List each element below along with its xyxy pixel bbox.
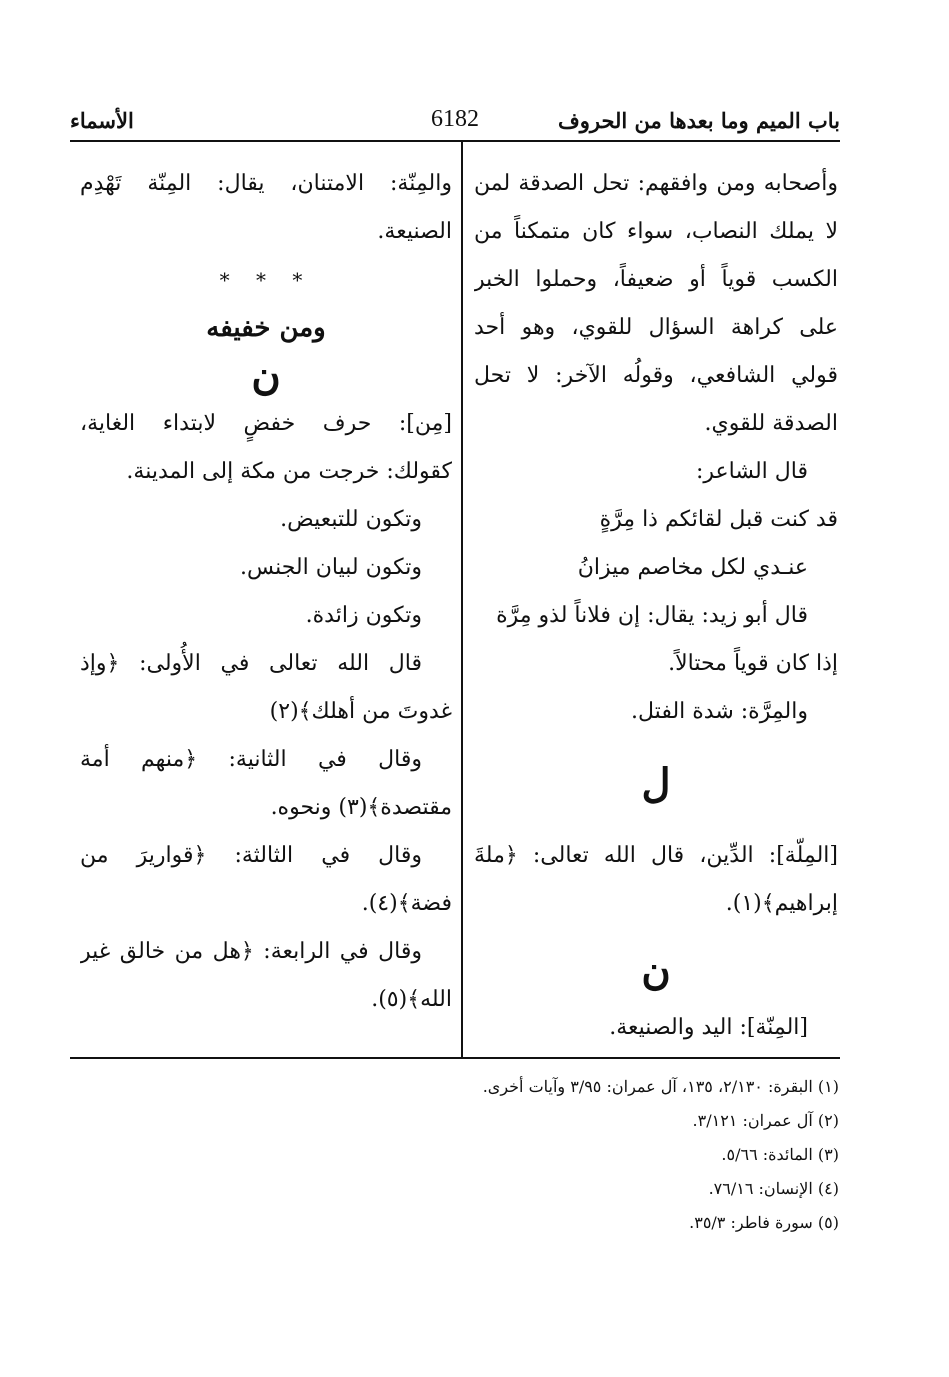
section-title: الأسماء <box>70 108 134 133</box>
verse-line: قد كنت قبل لقائكم ذا مِرَّةٍ <box>599 507 838 532</box>
text-line: [المِلّة]: الدِّين، قال الله تعالى: ﴿ملةَ <box>474 843 838 868</box>
text-line: [المِنّة]: اليد والصنيعة. <box>609 1015 808 1040</box>
text-line: لا يملك النصاب، سواء كان متمكناً من <box>474 219 838 244</box>
footnote: (٣) المائدة: ٥/٦٦. <box>721 1145 839 1164</box>
text-line: وتكون زائدة. <box>305 603 422 628</box>
text-line: على كراهة السؤال للقوي، وهو أحد <box>474 315 838 340</box>
column-divider <box>461 140 463 1057</box>
text-line: فضة﴾(٤). <box>361 891 452 916</box>
letter-heading: ن <box>641 947 671 994</box>
footnote: (٢) آل عمران: ٣/١٢١. <box>692 1111 839 1130</box>
subsection-heading: ومن خفيفه <box>206 313 326 343</box>
section-separator: * * * <box>219 268 313 292</box>
text-line: قولي الشافعي، وقولُه الآخر: لا تحل <box>474 363 838 388</box>
letter-heading: ل <box>641 760 671 807</box>
text-line: وقال في الثانية: ﴿منهم أمة <box>80 747 422 772</box>
text-line: وقال في الرابعة: ﴿هل من خالق غير <box>80 939 422 964</box>
text-line: مقتصدة﴾(٣) ونحوه. <box>270 795 452 820</box>
text-line: الله﴾(٥). <box>371 987 452 1012</box>
text-line: إبراهيم﴾(١). <box>725 891 838 916</box>
text-line: غدوتَ من أهلك﴾(٢) <box>269 699 452 724</box>
text-line: الصدقة للقوي. <box>704 411 838 436</box>
text-line: قال الله تعالى في الأُولى: ﴿وإذ <box>80 651 422 676</box>
chapter-title: باب الميم وما بعدها من الحروف <box>557 108 840 133</box>
footnote: (٥) سورة فاطر: ٣٥/٣. <box>689 1213 839 1232</box>
text-line: قال الشاعر: <box>695 459 808 484</box>
letter-heading: ن <box>251 352 281 399</box>
footnote: (١) البقرة: ٢/١٣٠، ١٣٥، آل عمران: ٣/٩٥ وآيات أخرى. <box>482 1077 839 1096</box>
footnote: (٤) الإنسان: ٧٦/١٦. <box>708 1179 839 1198</box>
text-line: كقولك: خرجت من مكة إلى المدينة. <box>126 459 452 484</box>
page-number: 6182 <box>431 106 479 132</box>
text-line: والمِنّة: الامتنان، يقال: المِنّة تَهْدِم <box>80 171 452 196</box>
text-line: والمِرَّة: شدة الفتل. <box>631 699 808 724</box>
header-rule <box>70 140 840 142</box>
text-line: إذا كان قوياً محتالاً. <box>668 651 838 676</box>
verse-line: عنـدي لكل مخاصم ميزانُ <box>577 555 808 580</box>
text-line: وتكون لبيان الجنس. <box>240 555 422 580</box>
text-line: وأصحابه ومن وافقهم: تحل الصدقة لمن <box>474 171 838 196</box>
footnote-rule <box>70 1057 840 1059</box>
text-line: وقال في الثالثة: ﴿قواريرَ من <box>80 843 422 868</box>
page-header <box>70 104 840 144</box>
text-line: وتكون للتبعيض. <box>280 507 422 532</box>
text-line: الصنيعة. <box>377 219 452 244</box>
left-column <box>80 160 452 1024</box>
text-line: [مِن]: حرف خفضٍ لابتداء الغاية، <box>80 411 452 436</box>
text-line: قال أبو زيد: يقال: إن فلاناً لذو مِرَّة <box>496 603 808 628</box>
right-column <box>474 160 838 1052</box>
footnotes <box>119 1070 839 1240</box>
text-line: الكسب قوياً أو ضعيفاً، وحملوا الخبر <box>474 267 838 292</box>
